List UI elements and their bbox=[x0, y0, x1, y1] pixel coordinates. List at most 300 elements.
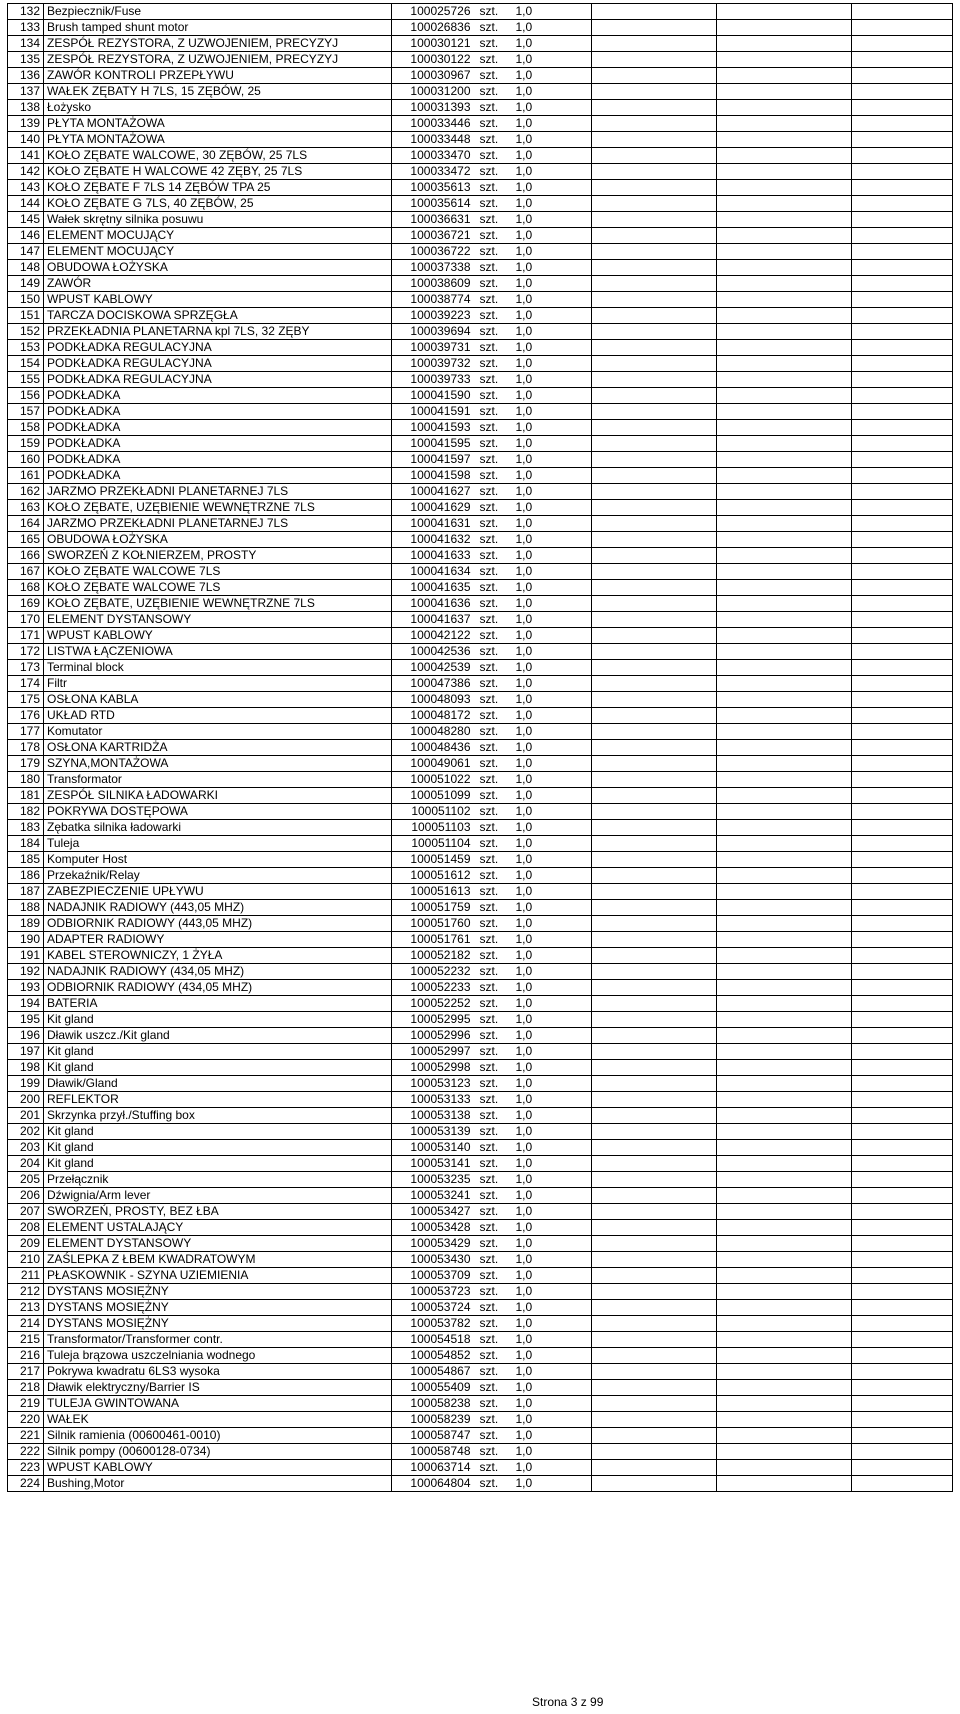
part-code: 100041633 bbox=[392, 548, 474, 564]
part-code: 100049061 bbox=[392, 756, 474, 772]
part-code: 100039223 bbox=[392, 308, 474, 324]
part-name: ZAWÓR KONTROLI PRZEPŁYWU bbox=[44, 68, 392, 84]
part-name: Silnik pompy (00600128-0734) bbox=[44, 1444, 392, 1460]
empty-cell bbox=[852, 36, 953, 52]
quantity: 1,0 bbox=[512, 980, 592, 996]
table-row bbox=[8, 1332, 953, 1348]
row-number: 216 bbox=[8, 1348, 44, 1364]
empty-cell bbox=[852, 1396, 953, 1412]
row-number: 192 bbox=[8, 964, 44, 980]
part-name: SWORZEŃ Z KOŁNIERZEM, PROSTY bbox=[44, 548, 392, 564]
empty-cell bbox=[717, 788, 852, 804]
table-row bbox=[8, 596, 953, 612]
part-code: 100041591 bbox=[392, 404, 474, 420]
empty-cell bbox=[717, 4, 852, 20]
empty-cell bbox=[592, 244, 717, 260]
table-row bbox=[8, 1092, 953, 1108]
part-name: KOŁO ZĘBATE, UZĘBIENIE WEWNĘTRZNE 7LS bbox=[44, 500, 392, 516]
quantity: 1,0 bbox=[512, 1348, 592, 1364]
part-code: 100052232 bbox=[392, 964, 474, 980]
unit: szt. bbox=[474, 276, 512, 292]
part-code: 100030121 bbox=[392, 36, 474, 52]
part-name: NADAJNIK RADIOWY (443,05 MHZ) bbox=[44, 900, 392, 916]
table-row bbox=[8, 1108, 953, 1124]
part-code: 100051022 bbox=[392, 772, 474, 788]
part-code: 100051104 bbox=[392, 836, 474, 852]
empty-cell bbox=[717, 340, 852, 356]
row-number: 147 bbox=[8, 244, 44, 260]
empty-cell bbox=[592, 1268, 717, 1284]
empty-cell bbox=[852, 84, 953, 100]
empty-cell bbox=[852, 660, 953, 676]
quantity: 1,0 bbox=[512, 1220, 592, 1236]
part-name: KABEL STEROWNICZY, 1 ŻYŁA bbox=[44, 948, 392, 964]
table-row bbox=[8, 612, 953, 628]
quantity: 1,0 bbox=[512, 516, 592, 532]
empty-cell bbox=[717, 132, 852, 148]
empty-cell bbox=[592, 260, 717, 276]
quantity: 1,0 bbox=[512, 1236, 592, 1252]
empty-cell bbox=[592, 164, 717, 180]
table-row bbox=[8, 516, 953, 532]
empty-cell bbox=[592, 1012, 717, 1028]
empty-cell bbox=[592, 1204, 717, 1220]
unit: szt. bbox=[474, 596, 512, 612]
part-name: ELEMENT USTALAJĄCY bbox=[44, 1220, 392, 1236]
unit: szt. bbox=[474, 948, 512, 964]
empty-cell bbox=[717, 468, 852, 484]
empty-cell bbox=[852, 1140, 953, 1156]
empty-cell bbox=[717, 356, 852, 372]
unit: szt. bbox=[474, 996, 512, 1012]
quantity: 1,0 bbox=[512, 532, 592, 548]
empty-cell bbox=[717, 324, 852, 340]
empty-cell bbox=[717, 1156, 852, 1172]
part-code: 100041637 bbox=[392, 612, 474, 628]
part-name: ZESPÓŁ SILNIKA ŁADOWARKI bbox=[44, 788, 392, 804]
quantity: 1,0 bbox=[512, 1156, 592, 1172]
empty-cell bbox=[852, 228, 953, 244]
part-name: KOŁO ZĘBATE WALCOWE, 30 ZĘBÓW, 25 7LS bbox=[44, 148, 392, 164]
empty-cell bbox=[852, 612, 953, 628]
empty-cell bbox=[592, 676, 717, 692]
row-number: 172 bbox=[8, 644, 44, 660]
part-name: DYSTANS MOSIĘŻNY bbox=[44, 1284, 392, 1300]
row-number: 185 bbox=[8, 852, 44, 868]
unit: szt. bbox=[474, 52, 512, 68]
row-number: 201 bbox=[8, 1108, 44, 1124]
quantity: 1,0 bbox=[512, 612, 592, 628]
row-number: 189 bbox=[8, 916, 44, 932]
empty-cell bbox=[852, 820, 953, 836]
part-name: Komutator bbox=[44, 724, 392, 740]
part-code: 100051759 bbox=[392, 900, 474, 916]
empty-cell bbox=[592, 580, 717, 596]
empty-cell bbox=[717, 1172, 852, 1188]
row-number: 164 bbox=[8, 516, 44, 532]
quantity: 1,0 bbox=[512, 1092, 592, 1108]
part-name: Transformator/Transformer contr. bbox=[44, 1332, 392, 1348]
row-number: 202 bbox=[8, 1124, 44, 1140]
empty-cell bbox=[852, 980, 953, 996]
empty-cell bbox=[852, 292, 953, 308]
empty-cell bbox=[717, 1140, 852, 1156]
part-name: ZESPÓŁ REZYSTORA, Z UZWOJENIEM, PRECYZYJ bbox=[44, 52, 392, 68]
table-row bbox=[8, 756, 953, 772]
part-code: 100058748 bbox=[392, 1444, 474, 1460]
empty-cell bbox=[852, 740, 953, 756]
empty-cell bbox=[592, 836, 717, 852]
empty-cell bbox=[717, 1428, 852, 1444]
part-code: 100051459 bbox=[392, 852, 474, 868]
empty-cell bbox=[592, 564, 717, 580]
unit: szt. bbox=[474, 804, 512, 820]
part-code: 100052252 bbox=[392, 996, 474, 1012]
quantity: 1,0 bbox=[512, 1428, 592, 1444]
part-name: Kit gland bbox=[44, 1012, 392, 1028]
quantity: 1,0 bbox=[512, 164, 592, 180]
part-code: 100051612 bbox=[392, 868, 474, 884]
row-number: 188 bbox=[8, 900, 44, 916]
empty-cell bbox=[592, 1348, 717, 1364]
empty-cell bbox=[717, 276, 852, 292]
table-row bbox=[8, 1300, 953, 1316]
empty-cell bbox=[592, 292, 717, 308]
row-number: 159 bbox=[8, 436, 44, 452]
empty-cell bbox=[852, 1204, 953, 1220]
part-name: ODBIORNIK RADIOWY (443,05 MHZ) bbox=[44, 916, 392, 932]
quantity: 1,0 bbox=[512, 916, 592, 932]
empty-cell bbox=[592, 692, 717, 708]
part-name: ADAPTER RADIOWY bbox=[44, 932, 392, 948]
row-number: 144 bbox=[8, 196, 44, 212]
part-name: Tuleja brązowa uszczelniania wodnego bbox=[44, 1348, 392, 1364]
part-code: 100058239 bbox=[392, 1412, 474, 1428]
table-row bbox=[8, 532, 953, 548]
part-name: Kit gland bbox=[44, 1156, 392, 1172]
empty-cell bbox=[592, 1060, 717, 1076]
part-name: REFLEKTOR bbox=[44, 1092, 392, 1108]
unit: szt. bbox=[474, 708, 512, 724]
table-row bbox=[8, 84, 953, 100]
empty-cell bbox=[717, 1188, 852, 1204]
unit: szt. bbox=[474, 980, 512, 996]
row-number: 215 bbox=[8, 1332, 44, 1348]
empty-cell bbox=[852, 180, 953, 196]
row-number: 158 bbox=[8, 420, 44, 436]
unit: szt. bbox=[474, 1012, 512, 1028]
empty-cell bbox=[852, 116, 953, 132]
page-number: Strona 3 z 99 bbox=[532, 1695, 604, 1709]
empty-cell bbox=[717, 772, 852, 788]
empty-cell bbox=[717, 1092, 852, 1108]
row-number: 156 bbox=[8, 388, 44, 404]
row-number: 220 bbox=[8, 1412, 44, 1428]
part-name: ZAŚLEPKA Z ŁBEM KWADRATOWYM bbox=[44, 1252, 392, 1268]
table-row bbox=[8, 1220, 953, 1236]
quantity: 1,0 bbox=[512, 404, 592, 420]
empty-cell bbox=[592, 1252, 717, 1268]
part-name: POKRYWA DOSTĘPOWA bbox=[44, 804, 392, 820]
empty-cell bbox=[592, 724, 717, 740]
part-name: WAŁEK bbox=[44, 1412, 392, 1428]
part-name: WPUST KABLOWY bbox=[44, 628, 392, 644]
table-row bbox=[8, 548, 953, 564]
part-code: 100026836 bbox=[392, 20, 474, 36]
empty-cell bbox=[852, 676, 953, 692]
empty-cell bbox=[592, 484, 717, 500]
table-row bbox=[8, 1060, 953, 1076]
empty-cell bbox=[717, 964, 852, 980]
unit: szt. bbox=[474, 964, 512, 980]
unit: szt. bbox=[474, 1188, 512, 1204]
unit: szt. bbox=[474, 1460, 512, 1476]
table-row bbox=[8, 916, 953, 932]
unit: szt. bbox=[474, 772, 512, 788]
empty-cell bbox=[717, 1284, 852, 1300]
empty-cell bbox=[852, 1172, 953, 1188]
empty-cell bbox=[852, 804, 953, 820]
row-number: 169 bbox=[8, 596, 44, 612]
row-number: 150 bbox=[8, 292, 44, 308]
table-row bbox=[8, 404, 953, 420]
part-code: 100041595 bbox=[392, 436, 474, 452]
empty-cell bbox=[717, 196, 852, 212]
part-name: Bushing,Motor bbox=[44, 1476, 392, 1492]
part-code: 100053724 bbox=[392, 1300, 474, 1316]
part-name: OBUDOWA ŁOŻYSKA bbox=[44, 260, 392, 276]
part-name: TULEJA GWINTOWANA bbox=[44, 1396, 392, 1412]
empty-cell bbox=[852, 1028, 953, 1044]
quantity: 1,0 bbox=[512, 260, 592, 276]
unit: szt. bbox=[474, 292, 512, 308]
row-number: 205 bbox=[8, 1172, 44, 1188]
table-row bbox=[8, 420, 953, 436]
empty-cell bbox=[592, 468, 717, 484]
table-row bbox=[8, 1012, 953, 1028]
empty-cell bbox=[852, 308, 953, 324]
empty-cell bbox=[852, 452, 953, 468]
part-code: 100053430 bbox=[392, 1252, 474, 1268]
quantity: 1,0 bbox=[512, 900, 592, 916]
part-name: OSŁONA KABLA bbox=[44, 692, 392, 708]
table-row bbox=[8, 852, 953, 868]
part-name: ODBIORNIK RADIOWY (434,05 MHZ) bbox=[44, 980, 392, 996]
unit: szt. bbox=[474, 820, 512, 836]
table-row bbox=[8, 452, 953, 468]
row-number: 168 bbox=[8, 580, 44, 596]
empty-cell bbox=[717, 644, 852, 660]
empty-cell bbox=[592, 1156, 717, 1172]
table-row bbox=[8, 340, 953, 356]
quantity: 1,0 bbox=[512, 500, 592, 516]
quantity: 1,0 bbox=[512, 1300, 592, 1316]
part-name: Łożysko bbox=[44, 100, 392, 116]
quantity: 1,0 bbox=[512, 1076, 592, 1092]
empty-cell bbox=[592, 4, 717, 20]
part-name: PODKŁADKA bbox=[44, 388, 392, 404]
empty-cell bbox=[717, 516, 852, 532]
part-name: JARZMO PRZEKŁADNI PLANETARNEJ 7LS bbox=[44, 484, 392, 500]
unit: szt. bbox=[474, 452, 512, 468]
unit: szt. bbox=[474, 324, 512, 340]
row-number: 154 bbox=[8, 356, 44, 372]
unit: szt. bbox=[474, 1428, 512, 1444]
table-row bbox=[8, 1156, 953, 1172]
quantity: 1,0 bbox=[512, 36, 592, 52]
part-code: 100033448 bbox=[392, 132, 474, 148]
quantity: 1,0 bbox=[512, 196, 592, 212]
empty-cell bbox=[852, 1316, 953, 1332]
part-code: 100025726 bbox=[392, 4, 474, 20]
row-number: 195 bbox=[8, 1012, 44, 1028]
quantity: 1,0 bbox=[512, 1172, 592, 1188]
row-number: 143 bbox=[8, 180, 44, 196]
quantity: 1,0 bbox=[512, 452, 592, 468]
unit: szt. bbox=[474, 356, 512, 372]
empty-cell bbox=[717, 1300, 852, 1316]
empty-cell bbox=[592, 708, 717, 724]
part-code: 100037338 bbox=[392, 260, 474, 276]
quantity: 1,0 bbox=[512, 932, 592, 948]
empty-cell bbox=[592, 868, 717, 884]
row-number: 160 bbox=[8, 452, 44, 468]
part-code: 100052998 bbox=[392, 1060, 474, 1076]
unit: szt. bbox=[474, 1140, 512, 1156]
quantity: 1,0 bbox=[512, 1284, 592, 1300]
empty-cell bbox=[717, 1412, 852, 1428]
empty-cell bbox=[852, 244, 953, 260]
empty-cell bbox=[852, 212, 953, 228]
quantity: 1,0 bbox=[512, 180, 592, 196]
empty-cell bbox=[852, 580, 953, 596]
empty-cell bbox=[592, 1124, 717, 1140]
table-row bbox=[8, 1252, 953, 1268]
unit: szt. bbox=[474, 1236, 512, 1252]
quantity: 1,0 bbox=[512, 596, 592, 612]
row-number: 136 bbox=[8, 68, 44, 84]
part-code: 100041629 bbox=[392, 500, 474, 516]
part-code: 100055409 bbox=[392, 1380, 474, 1396]
row-number: 165 bbox=[8, 532, 44, 548]
table-row bbox=[8, 356, 953, 372]
empty-cell bbox=[717, 228, 852, 244]
row-number: 198 bbox=[8, 1060, 44, 1076]
unit: szt. bbox=[474, 1204, 512, 1220]
empty-cell bbox=[592, 372, 717, 388]
row-number: 142 bbox=[8, 164, 44, 180]
table-row bbox=[8, 1444, 953, 1460]
empty-cell bbox=[852, 404, 953, 420]
empty-cell bbox=[717, 116, 852, 132]
part-code: 100054852 bbox=[392, 1348, 474, 1364]
row-number: 137 bbox=[8, 84, 44, 100]
table-row bbox=[8, 484, 953, 500]
empty-cell bbox=[717, 900, 852, 916]
part-name: Kit gland bbox=[44, 1124, 392, 1140]
empty-cell bbox=[852, 708, 953, 724]
row-number: 179 bbox=[8, 756, 44, 772]
part-name: PODKŁADKA REGULACYJNA bbox=[44, 372, 392, 388]
table-row bbox=[8, 836, 953, 852]
quantity: 1,0 bbox=[512, 132, 592, 148]
empty-cell bbox=[852, 468, 953, 484]
part-code: 100038774 bbox=[392, 292, 474, 308]
part-name: KOŁO ZĘBATE G 7LS, 40 ZĘBÓW, 25 bbox=[44, 196, 392, 212]
part-code: 100053428 bbox=[392, 1220, 474, 1236]
empty-cell bbox=[592, 740, 717, 756]
quantity: 1,0 bbox=[512, 1444, 592, 1460]
part-name: KOŁO ZĘBATE F 7LS 14 ZĘBÓW TPA 25 bbox=[44, 180, 392, 196]
quantity: 1,0 bbox=[512, 580, 592, 596]
part-code: 100048280 bbox=[392, 724, 474, 740]
quantity: 1,0 bbox=[512, 820, 592, 836]
empty-cell bbox=[592, 996, 717, 1012]
empty-cell bbox=[852, 628, 953, 644]
quantity: 1,0 bbox=[512, 1460, 592, 1476]
empty-cell bbox=[592, 116, 717, 132]
empty-cell bbox=[717, 1252, 852, 1268]
empty-cell bbox=[592, 1284, 717, 1300]
empty-cell bbox=[592, 1380, 717, 1396]
part-name: Bezpiecznik/Fuse bbox=[44, 4, 392, 20]
part-name: UKŁAD RTD bbox=[44, 708, 392, 724]
empty-cell bbox=[592, 52, 717, 68]
row-number: 190 bbox=[8, 932, 44, 948]
part-code: 100052997 bbox=[392, 1044, 474, 1060]
empty-cell bbox=[717, 1476, 852, 1492]
part-name: Filtr bbox=[44, 676, 392, 692]
row-number: 223 bbox=[8, 1460, 44, 1476]
empty-cell bbox=[717, 1012, 852, 1028]
empty-cell bbox=[717, 260, 852, 276]
row-number: 141 bbox=[8, 148, 44, 164]
row-number: 214 bbox=[8, 1316, 44, 1332]
empty-cell bbox=[717, 628, 852, 644]
quantity: 1,0 bbox=[512, 1188, 592, 1204]
quantity: 1,0 bbox=[512, 676, 592, 692]
row-number: 209 bbox=[8, 1236, 44, 1252]
empty-cell bbox=[717, 596, 852, 612]
empty-cell bbox=[592, 228, 717, 244]
empty-cell bbox=[852, 596, 953, 612]
empty-cell bbox=[717, 1380, 852, 1396]
quantity: 1,0 bbox=[512, 1332, 592, 1348]
part-code: 100038609 bbox=[392, 276, 474, 292]
quantity: 1,0 bbox=[512, 116, 592, 132]
empty-cell bbox=[852, 900, 953, 916]
quantity: 1,0 bbox=[512, 948, 592, 964]
unit: szt. bbox=[474, 340, 512, 356]
part-name: PODKŁADKA REGULACYJNA bbox=[44, 356, 392, 372]
quantity: 1,0 bbox=[512, 692, 592, 708]
part-code: 100064804 bbox=[392, 1476, 474, 1492]
empty-cell bbox=[717, 1060, 852, 1076]
quantity: 1,0 bbox=[512, 836, 592, 852]
table-row bbox=[8, 820, 953, 836]
part-code: 100039694 bbox=[392, 324, 474, 340]
row-number: 174 bbox=[8, 676, 44, 692]
table-row bbox=[8, 996, 953, 1012]
table-row bbox=[8, 372, 953, 388]
row-number: 155 bbox=[8, 372, 44, 388]
table-row bbox=[8, 4, 953, 20]
part-code: 100031200 bbox=[392, 84, 474, 100]
row-number: 146 bbox=[8, 228, 44, 244]
part-code: 100035614 bbox=[392, 196, 474, 212]
part-code: 100063714 bbox=[392, 1460, 474, 1476]
part-code: 100048093 bbox=[392, 692, 474, 708]
